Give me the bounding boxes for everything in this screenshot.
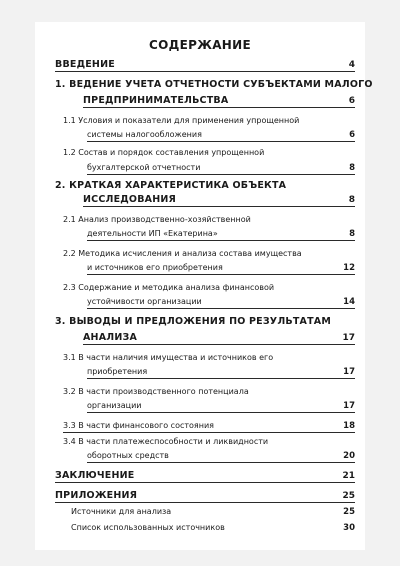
toc-entry-text: 1.2 Состав и порядок составления упрощенной: [63, 148, 265, 157]
toc-page-number: 14: [343, 297, 355, 307]
toc-entry-text: бухгалтерской отчетности: [87, 163, 201, 172]
toc-page-number: 8: [349, 229, 355, 239]
toc-entry-text: 2.3 Содержание и методика анализа финансовой: [63, 283, 275, 292]
toc-leader-line: [87, 308, 355, 309]
toc-leader-line: [87, 378, 355, 379]
toc-leader-line: [83, 206, 355, 207]
toc-page-number: 30: [343, 523, 355, 533]
toc-leader-line: [87, 274, 355, 275]
toc-entry-text: 3.2 В части производственного потенциала: [63, 387, 249, 396]
toc-page-number: 17: [343, 367, 355, 377]
toc-entry-text: организации: [87, 401, 142, 410]
toc-page-number: 6: [349, 130, 355, 140]
toc-page-number: 25: [343, 507, 355, 517]
toc-entry-text: 1.1 Условия и показатели для применения упрощенной: [63, 116, 300, 125]
toc-entry-text: оборотных средств: [87, 451, 169, 460]
toc-leader-line: [83, 344, 355, 345]
toc-entry-text: деятельности ИП «Екатерина»: [87, 229, 218, 238]
toc-page-number: 18: [343, 421, 355, 431]
toc-page-number: 4: [348, 60, 355, 70]
toc-page-number: 8: [348, 195, 355, 205]
toc-leader-line: [63, 432, 355, 433]
toc-entry-text: ИССЛЕДОВАНИЯ: [83, 194, 177, 205]
toc-leader-line: [83, 107, 355, 108]
toc-leader-line: [87, 174, 355, 175]
toc-leader-line: [55, 71, 355, 72]
toc-page-number: 21: [342, 471, 355, 481]
toc-entry-text: Источники для анализа: [71, 507, 172, 516]
toc-entry-text: приобретения: [87, 367, 148, 376]
toc-leader-line: [55, 502, 355, 503]
toc-leader-line: [87, 412, 355, 413]
toc-entry-text: системы налогообложения: [87, 130, 202, 139]
toc-page-number: 25: [342, 491, 355, 501]
toc-page-number: 20: [343, 451, 355, 461]
toc-entry-text: 3.3 В части финансового состояния: [63, 421, 214, 430]
toc-leader-line: [87, 141, 355, 142]
toc-page-number: 17: [342, 333, 355, 343]
toc-page-number: 6: [348, 96, 355, 106]
toc-entry-text: ВВЕДЕНИЕ: [55, 59, 115, 70]
toc-entry-text: 3.1 В части наличия имущества и источников его: [63, 353, 274, 362]
toc-entry-text: Список использованных источников: [71, 523, 225, 532]
document-page: [35, 22, 373, 550]
toc-leader-line: [87, 462, 355, 463]
toc-entry-text: 2.1 Анализ производственно-хозяйственной: [63, 215, 251, 224]
toc-entry-text: ЗАКЛЮЧЕНИЕ: [55, 470, 135, 481]
toc-page-number: 12: [343, 263, 355, 273]
toc-entry-text: и источников его приобретения: [87, 263, 223, 272]
toc-page-number: 8: [349, 163, 355, 173]
toc-entry-text: устойчивости организации: [87, 297, 202, 306]
page-title: СОДЕРЖАНИЕ: [149, 38, 251, 52]
toc-entry-text: 2.2 Методика исчисления и анализа состава имущества: [63, 249, 302, 258]
toc-entry-text: 2. КРАТКАЯ ХАРАКТЕРИСТИКА ОБЪЕКТА: [55, 180, 287, 191]
toc-entry-text: ПРЕДПРИНИМАТЕЛЬСТВА: [83, 95, 229, 106]
toc-leader-line: [55, 482, 355, 483]
toc-page-number: 17: [343, 401, 355, 411]
toc-entry-text: 3. ВЫВОДЫ И ПРЕДЛОЖЕНИЯ ПО РЕЗУЛЬТАТАМ: [55, 316, 331, 327]
toc-entry-text: 1. ВЕДЕНИЕ УЧЕТА ОТЧЕТНОСТИ СУБЪЕКТАМИ МАЛОГО: [55, 79, 373, 90]
toc-entry-text: ПРИЛОЖЕНИЯ: [55, 490, 138, 501]
toc-entry-text: 3.4 В части платежеспособности и ликвидности: [63, 437, 269, 446]
toc-leader-line: [87, 240, 355, 241]
toc-entry-text: АНАЛИЗА: [83, 332, 137, 343]
